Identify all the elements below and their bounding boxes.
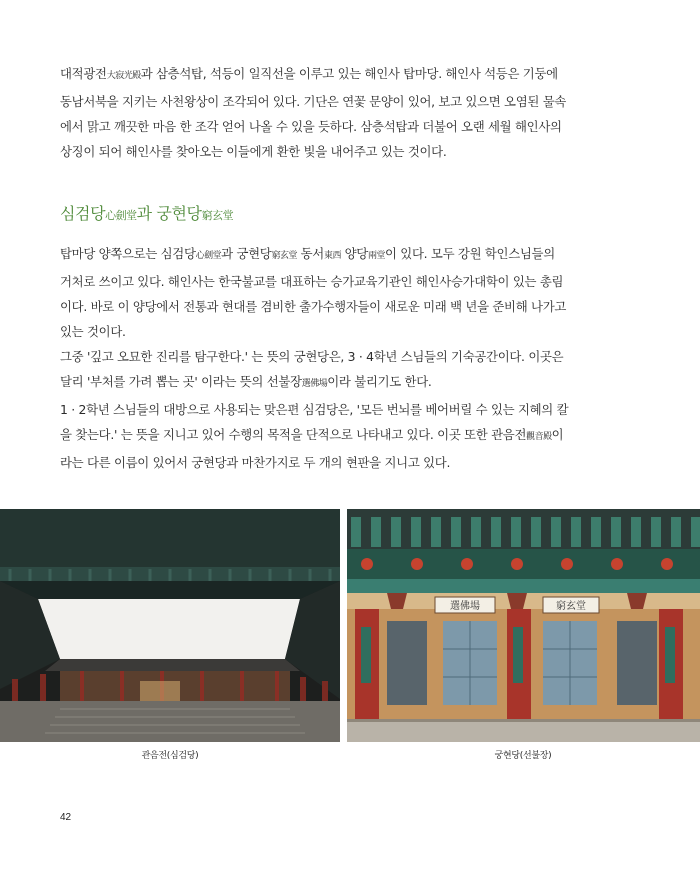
courtyard-illustration: [0, 509, 340, 742]
sign-seonbuljang: 選佛場: [450, 601, 480, 612]
body-paragraph: [60, 241, 640, 475]
intro-line-3: 에서 맑고 깨끗한 마음 한 조각 얻어 나올 수 있을 듯하다. 삼층석탑과 더불어 오랜 세월 해인사의: [60, 119, 562, 134]
caption-left: 관음전(심검당): [141, 751, 199, 761]
photo-gwaneumjeon: [0, 509, 340, 742]
body-line-9: 라는 다른 이름이 있어서 궁현당과 마찬가지로 두 개의 현판을 지니고 있다.: [60, 455, 451, 470]
page-number: 42: [60, 812, 72, 823]
intro-paragraph: [60, 61, 640, 164]
body-line-6: 달리 '부처를 가려 뽑는 곳' 이라는 뜻의 선불장選佛場이라 불리기도 한다.: [60, 374, 432, 389]
body-line-2: 거처로 쓰이고 있다. 해인사는 한국불교를 대표하는 승가교육기관인 해인사승가대학이 있는 총림: [60, 274, 564, 289]
intro-line-2: 동남서북을 지키는 사천왕상이 조각되어 있다. 기단은 연꽃 문양이 있어, 보고 있으면 오염된 물속: [60, 94, 567, 109]
section-heading: 심검당心劍堂과 궁현당窮玄堂: [60, 204, 234, 223]
intro-line-1: 대적광전大寂光殿과 삼층석탑, 석등이 일직선을 이루고 있는 해인사 탑마당. 해인사 석등은 기둥에: [60, 66, 558, 81]
body-line-7: 1 · 2학년 스님들의 대방으로 사용되는 맞은편 심검당은, '모든 번뇌를 베어버릴 수 있는 지혜의 칼: [60, 402, 569, 417]
caption-right: 궁현당(선불장): [494, 751, 552, 761]
body-line-3: 이다. 바로 이 양당에서 전통과 현대를 겸비한 출가수행자들이 새로운 미래 백 년을 준비해 나가고: [60, 299, 567, 314]
body-line-1: 탑마당 양쪽으로는 심검당心劍堂과 궁현당窮玄堂 동서東西 양당兩堂이 있다. 모두 강원 학인스님들의: [60, 246, 555, 261]
body-line-8: 을 찾는다.' 는 뜻을 지니고 있어 수행의 목적을 단적으로 나타내고 있다. 이곳 또한 관음전觀音殿이: [60, 427, 564, 442]
body-line-5: 그중 '깊고 오묘한 진리를 탐구한다.' 는 뜻의 궁현당은, 3 · 4학년 스님들의 기숙공간이다. 이곳은: [60, 349, 564, 364]
sign-gunghyeondang: 窮玄堂: [556, 601, 586, 612]
photo-gunghyeondang: [347, 509, 700, 742]
hall-illustration: [347, 509, 700, 742]
body-line-4: 있는 것이다.: [60, 324, 126, 339]
intro-line-4: 상징이 되어 해인사를 찾아오는 이들에게 환한 빛을 내어주고 있는 것이다.: [60, 144, 447, 159]
